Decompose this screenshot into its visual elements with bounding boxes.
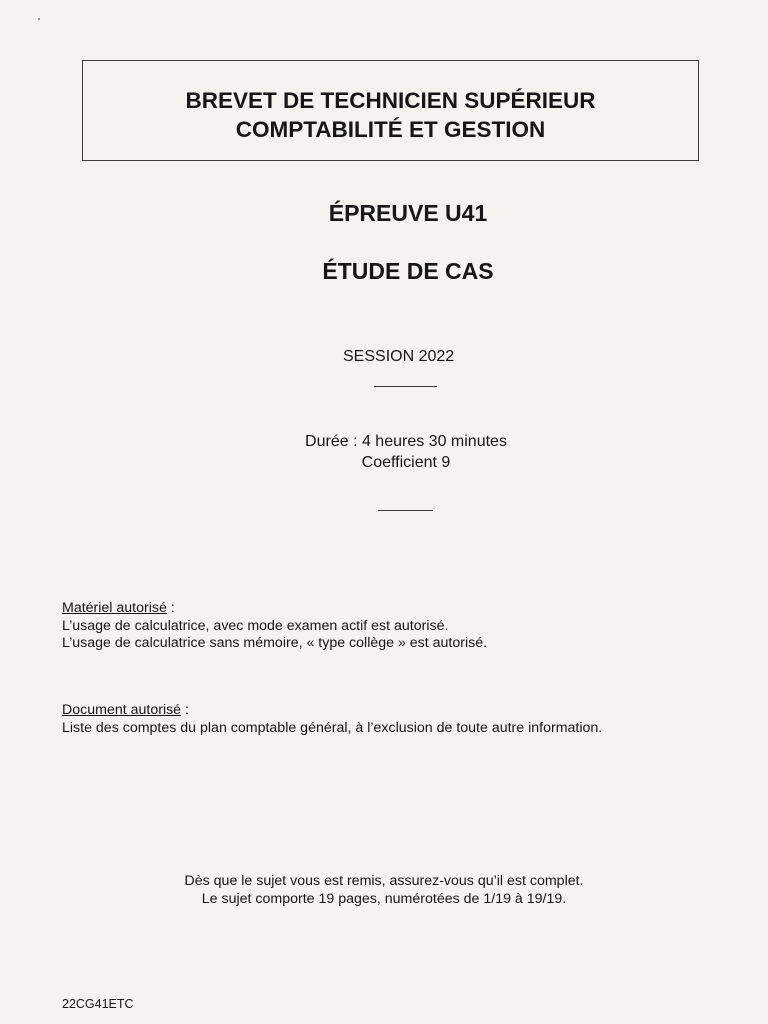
document-heading-suffix: : xyxy=(181,702,189,718)
materiel-line-1: L’usage de calculatrice, avec mode examen actif est autorisé. xyxy=(62,617,449,634)
duration-text: Durée : 4 heures 30 minutes xyxy=(305,433,507,450)
title-box xyxy=(82,60,699,161)
epreuve-kind: ÉTUDE DE CAS xyxy=(322,258,494,284)
scan-speck xyxy=(38,18,40,20)
notice-line-1: Dès que le sujet vous est remis, assurez-vous qu’il est complet. xyxy=(184,873,584,889)
divider-2 xyxy=(378,510,433,511)
document-section xyxy=(62,702,602,737)
materiel-heading-label: Matériel autorisé xyxy=(62,600,167,616)
divider-1 xyxy=(374,386,437,387)
exam-title-line-2: COMPTABILITÉ ET GESTION xyxy=(235,117,546,142)
materiel-line-2: L’usage de calculatrice sans mémoire, « type collège » est autorisé. xyxy=(62,635,488,651)
exam-title-line-1: BREVET DE TECHNICIEN SUPÉRIEUR xyxy=(185,88,596,113)
materiel-heading-suffix: : xyxy=(166,600,175,616)
duration-block xyxy=(0,431,768,473)
epreuve-code: ÉPREUVE U41 xyxy=(328,200,488,226)
document-heading xyxy=(62,702,602,720)
completeness-notice xyxy=(0,872,768,908)
subject-reference-code: 22CG41ETC xyxy=(62,997,134,1011)
document-line-1: Liste des comptes du plan comptable général, à l’exclusion de toute autre information. xyxy=(62,719,603,736)
document-heading-label: Document autorisé xyxy=(62,702,182,718)
materiel-section xyxy=(62,600,487,653)
session-label: SESSION 2022 xyxy=(343,348,455,365)
notice-line-2: Le sujet comporte 19 pages, numérotées de 1/19 à 19/19. xyxy=(201,891,567,907)
coefficient-text: Coefficient 9 xyxy=(361,454,451,471)
materiel-heading xyxy=(62,600,487,618)
